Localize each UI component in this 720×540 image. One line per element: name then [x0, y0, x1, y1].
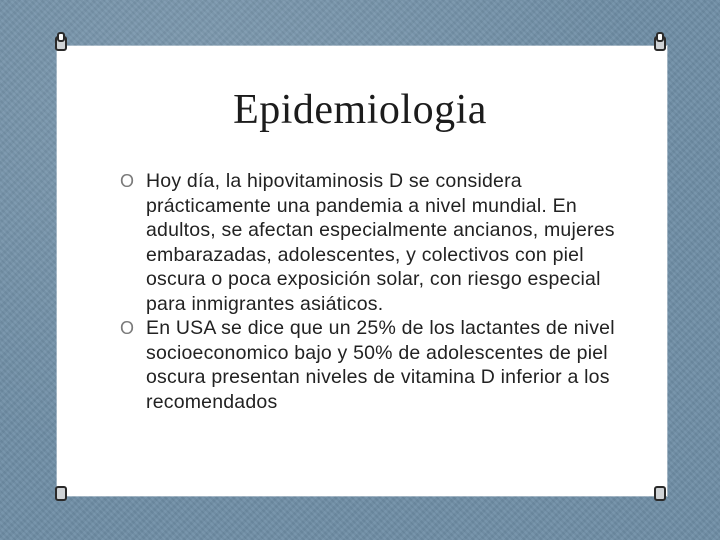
slide-title: Epidemiologia	[233, 87, 487, 133]
pin-icon	[52, 482, 70, 502]
bullet-marker-icon: O	[120, 171, 135, 191]
pin-icon	[651, 482, 669, 502]
bullet-marker-icon: O	[120, 318, 135, 338]
list-item	[120, 169, 620, 316]
bullet-text: Hoy día, la hipovitaminosis D se considera prácticamente una pandemia a nivel mundial. En adultos, se afectan especialmente ancianos, mujeres embarazadas, adolescentes, y colectivos con piel oscura o poca exposición solar, con riesgo especial para inmigrantes asiáticos.	[146, 170, 615, 315]
bullet-text: En USA se dice que un 25% de los lactantes de nivel socioeconomico bajo y 50% de adolescentes de piel oscura presentan niveles de vitamina D inferior a los recomendados	[146, 317, 615, 413]
bullet-list	[120, 169, 620, 414]
list-item	[120, 316, 620, 414]
pin-icon	[52, 32, 70, 52]
pin-icon	[651, 32, 669, 52]
